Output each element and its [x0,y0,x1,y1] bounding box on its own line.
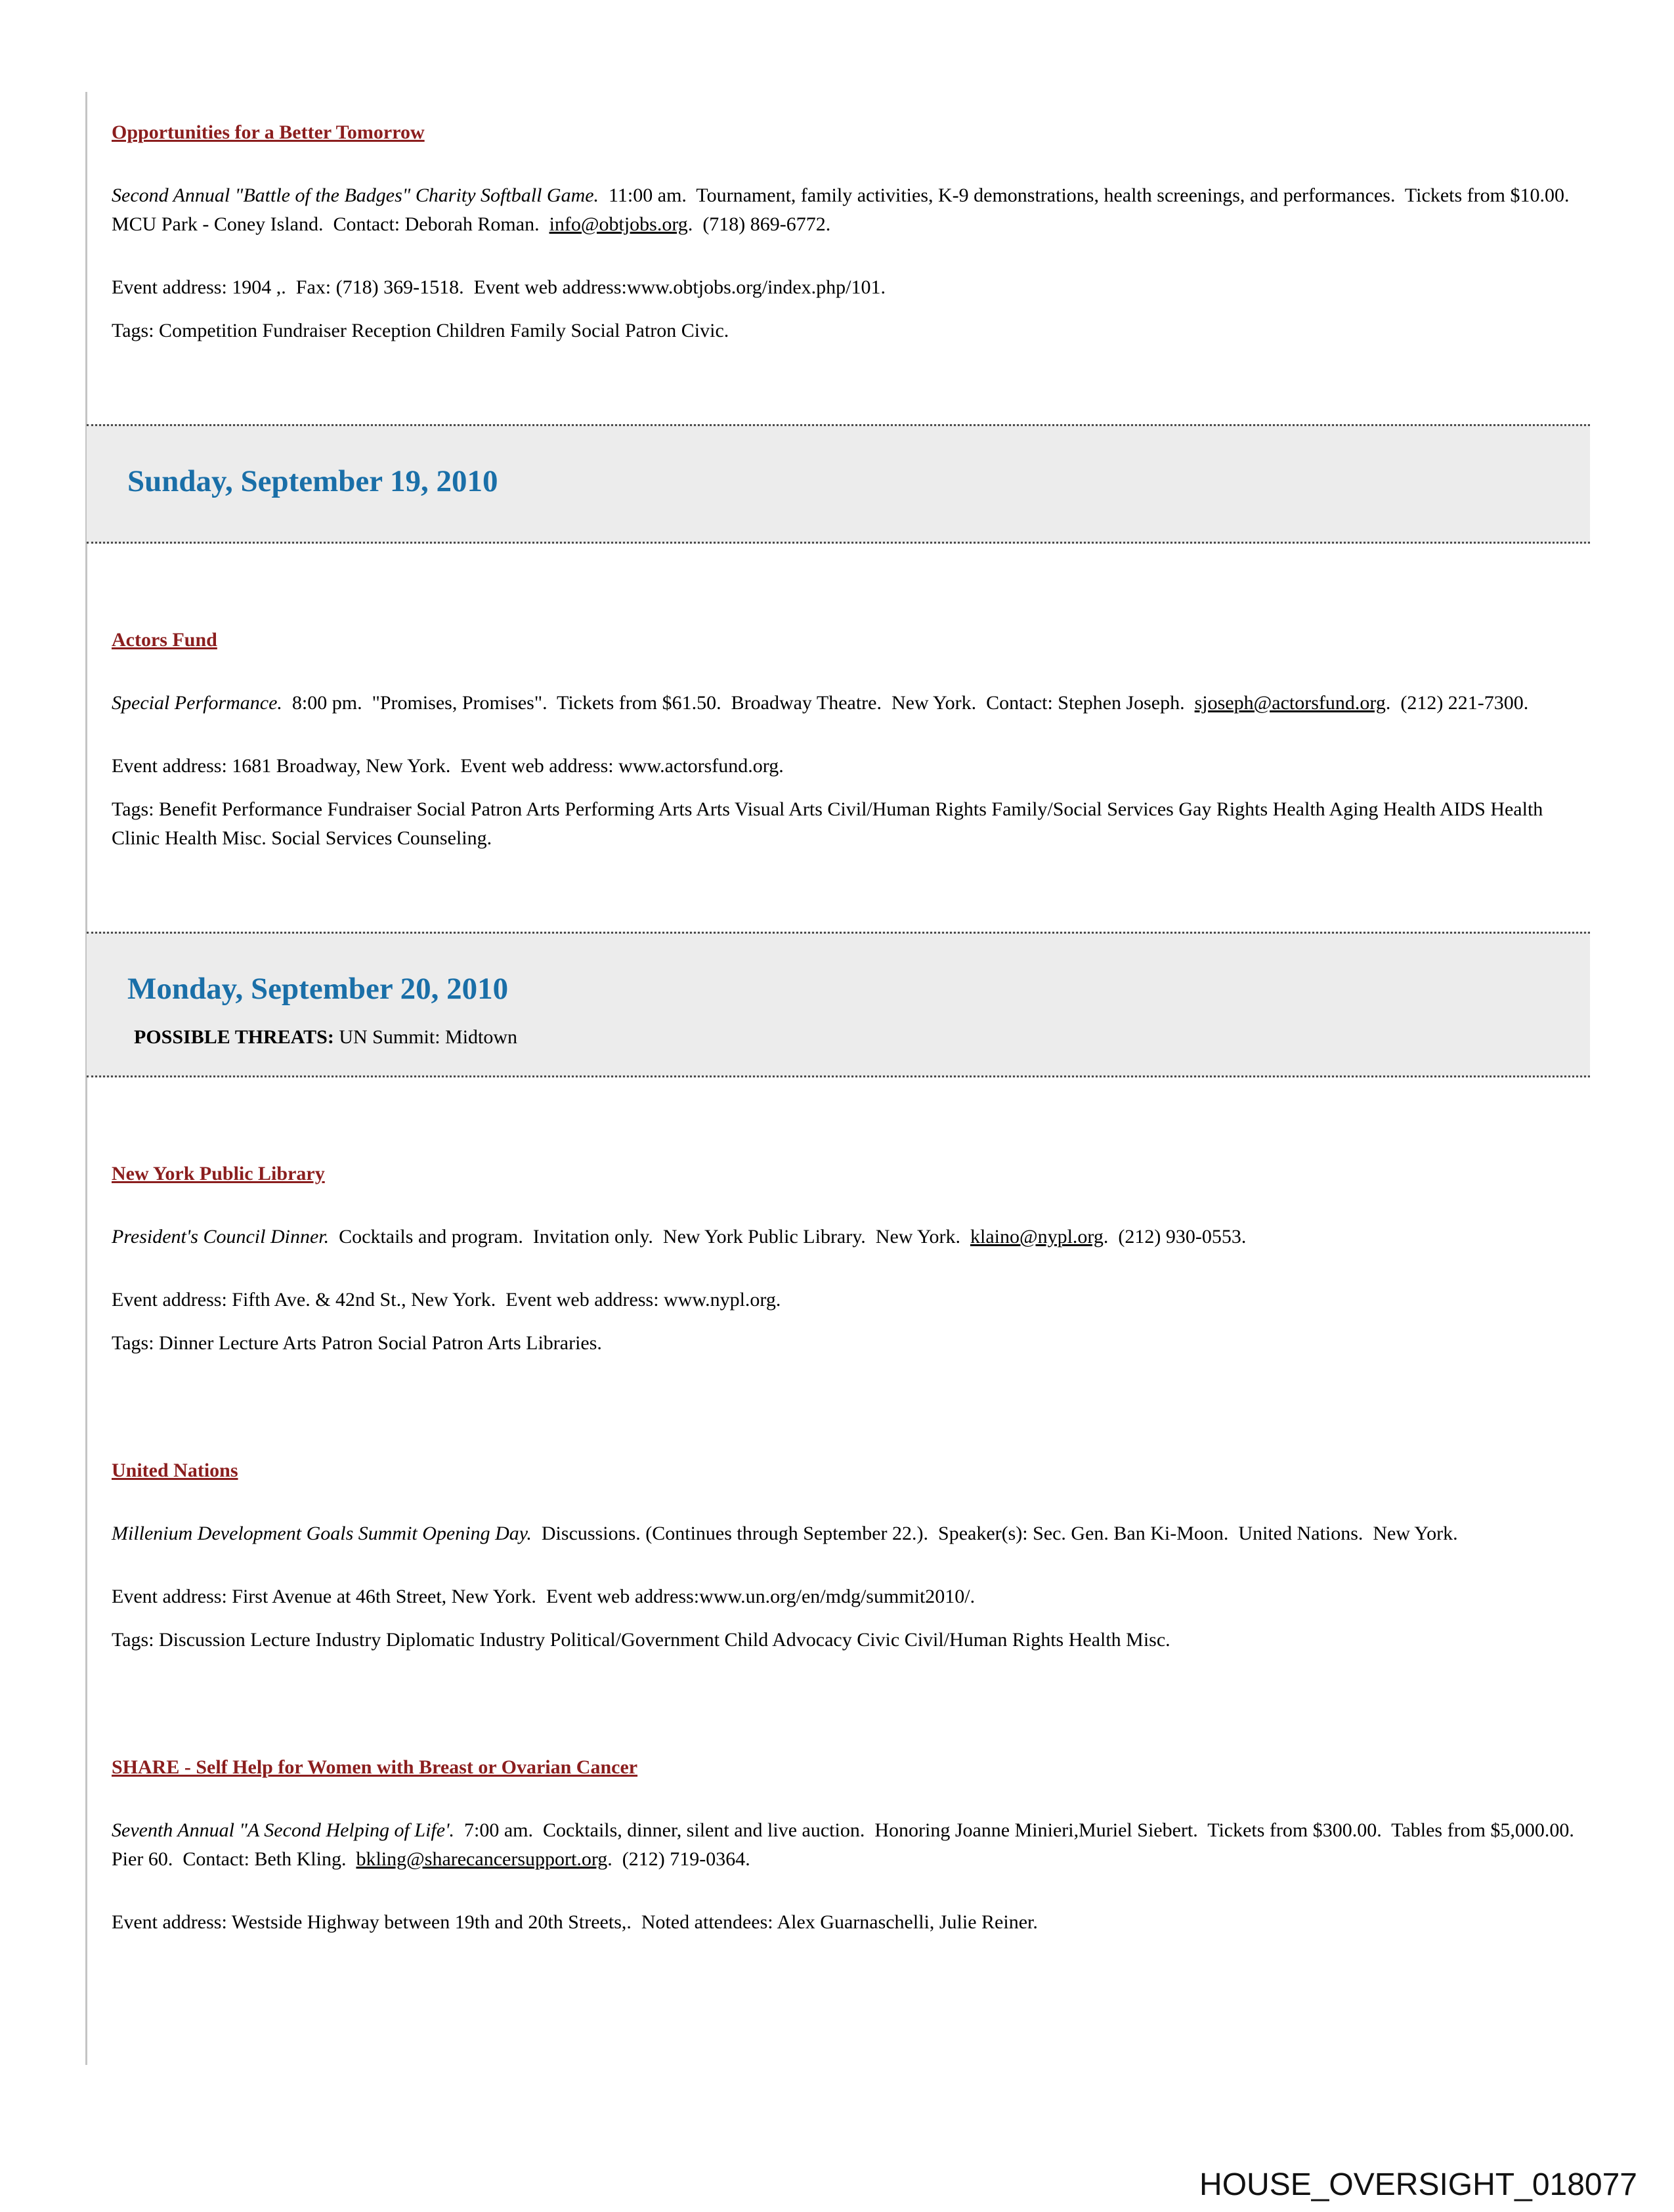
event-desc-tail: . (212) 221-7300. [1385,692,1529,714]
event-org-heading [112,1753,1590,1782]
event-block-actors-fund [112,626,1590,853]
event-contact-email-link[interactable]: sjoseph@actorsfund.org [1194,692,1386,714]
event-tags: Tags: Competition Fundraiser Reception Children Family Social Patron Civic. [112,320,729,341]
event-description [112,1519,1590,1548]
event-org-link[interactable]: SHARE - Self Help for Women with Breast or Ovarian Cancer [112,1756,638,1778]
event-address: Event address: Fifth Ave. & 42nd St., New York. Event web address: www.nypl.org. [112,1289,781,1311]
event-contact-email-link[interactable]: klaino@nypl.org [970,1226,1104,1247]
event-address: Event address: First Avenue at 46th Street, New York. Event web address:www.un.org/en/mdg/summit2010/. [112,1586,976,1607]
event-description [112,181,1590,239]
event-contact-email-link[interactable]: bkling@sharecancersupport.org [356,1848,608,1870]
event-desc-text: 11:00 am. Tournament, family activities, K-9 demonstrations, health screenings, and performances. Tickets from $10.00. MCU Park - Coney Island. Contact: Deborah Roman. [112,184,1579,235]
date-band-monday [87,932,1590,1077]
event-address: Event address: 1904 ,. Fax: (718) 369-1518. Event web address:www.obtjobs.org/index.php/101. [112,276,886,298]
possible-threats-line [134,1024,1577,1051]
left-margin-rule [85,92,87,2065]
date-heading: Sunday, September 19, 2010 [127,464,498,498]
event-block-obt [112,118,1590,345]
event-description [112,689,1590,718]
event-desc-text: 7:00 am. Cocktails, dinner, silent and live auction. Honoring Joanne Minieri,Muriel Siebert. Tickets from $300.00. Tables from $5,000.00. Pier 60. Contact: Beth Kling. [112,1819,1584,1870]
event-desc-tail: . (718) 869-6772. [687,213,831,235]
date-heading: Monday, September 20, 2010 [127,972,509,1006]
event-desc-text: Cocktails and program. Invitation only. New York Public Library. New York. [329,1226,970,1247]
event-org-link[interactable]: Actors Fund [112,629,217,651]
event-desc-tail: . (212) 930-0553. [1103,1226,1247,1247]
event-org-link[interactable]: United Nations [112,1460,238,1481]
event-address: Event address: 1681 Broadway, New York. Event web address: www.actorsfund.org. [112,755,784,777]
possible-threats-label: POSSIBLE THREATS: [134,1026,334,1048]
event-contact-email-link[interactable]: info@obtjobs.org [549,213,688,235]
event-org-heading [112,1160,1590,1188]
possible-threats-text: UN Summit: Midtown [339,1026,518,1048]
event-tags: Tags: Benefit Performance Fundraiser Social Patron Arts Performing Arts Arts Visual Arts Civil/Human Rights Family/Social Services Gay Rights Health Aging Health AIDS Health Clinic Health Misc. Social Services Counseling. [112,798,1548,849]
event-block-nypl [112,1160,1590,1358]
date-band-sunday [87,424,1590,544]
event-desc-text: Discussions. (Continues through September 22.). Speaker(s): Sec. Gen. Ban Ki-Moon. United Nations. New York. [531,1523,1458,1544]
event-title: Seventh Annual "A Second Helping of Life'. [112,1819,454,1841]
event-tags: Tags: Discussion Lecture Industry Diplomatic Industry Political/Government Child Advocacy Civic Civil/Human Rights Health Misc. [112,1629,1170,1651]
event-block-share [112,1753,1590,1937]
document-id-watermark: HOUSE_OVERSIGHT_018077 [1199,2167,1637,2202]
event-org-heading [112,626,1590,655]
event-title: President's Council Dinner. [112,1226,330,1247]
event-title: Special Performance. [112,692,282,714]
event-tags: Tags: Dinner Lecture Arts Patron Social Patron Arts Libraries. [112,1332,602,1354]
event-org-link[interactable]: Opportunities for a Better Tomorrow [112,121,425,143]
events-digest [112,118,1590,1937]
event-desc-tail: . (212) 719-0364. [607,1848,750,1870]
event-address: Event address: Westside Highway between 19th and 20th Streets,. Noted attendees: Alex Guarnaschelli, Julie Reiner. [112,1911,1038,1933]
event-block-united-nations [112,1456,1590,1655]
event-org-heading [112,118,1590,147]
event-title: Second Annual "Battle of the Badges" Charity Softball Game. [112,184,599,206]
event-description [112,1223,1590,1251]
event-desc-text: 8:00 pm. "Promises, Promises". Tickets from $61.50. Broadway Theatre. New York. Contact: Stephen Joseph. [282,692,1195,714]
event-org-heading [112,1456,1590,1485]
event-title: Millenium Development Goals Summit Opening Day. [112,1523,532,1544]
event-org-link[interactable]: New York Public Library [112,1163,325,1184]
event-description [112,1816,1590,1874]
